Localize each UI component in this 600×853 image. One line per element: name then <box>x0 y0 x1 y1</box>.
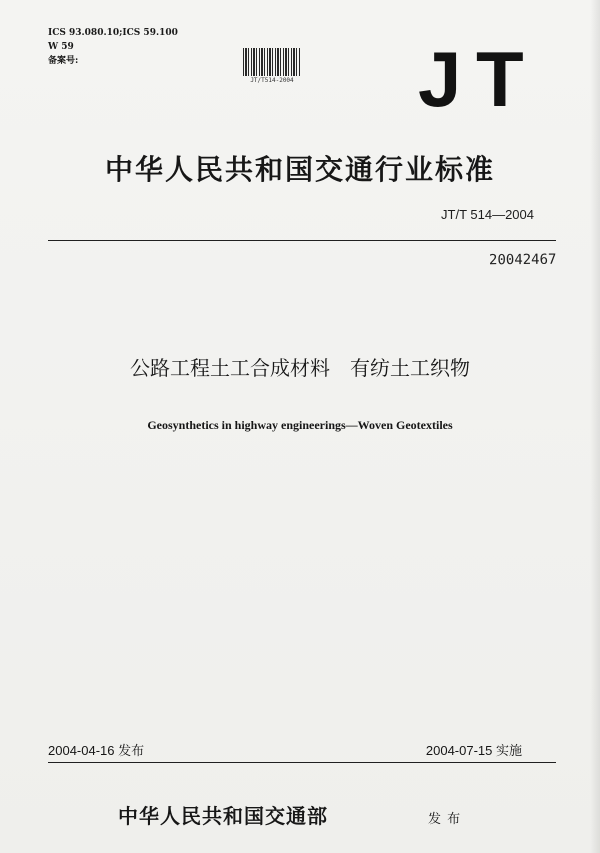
barcode-bars <box>243 48 301 76</box>
standard-number: JT/T 514—2004 <box>441 207 534 222</box>
record-number-label: 备案号: <box>48 56 79 66</box>
publisher-name: 中华人民共和国交通部 <box>118 804 328 828</box>
logo-letter-t: T <box>476 35 522 123</box>
ccs-code: W 59 <box>48 42 74 52</box>
bottom-divider <box>48 762 556 763</box>
stamp-number: 20042467 <box>488 251 557 269</box>
implementation-date: 2004-07-15 实施 <box>425 743 522 758</box>
barcode <box>240 48 304 86</box>
chinese-document-title: 公路工程土工合成材料 有纺土工织物 <box>130 356 470 380</box>
standard-category-title: 中华人民共和国交通行业标准 <box>104 153 495 186</box>
publish-label: 发 布 <box>428 812 462 827</box>
issue-date: 2004-04-16 发布 <box>48 743 145 758</box>
top-divider <box>48 240 556 241</box>
barcode-text: JT/T514-2004 <box>250 77 294 84</box>
jt-logo <box>418 35 540 123</box>
english-document-title: Geosynthetics in highway engineerings—Woven Geotextiles <box>147 418 453 432</box>
logo-letter-j: J <box>418 35 460 123</box>
ics-code: ICS 93.080.10;ICS 59.100 <box>48 28 178 38</box>
